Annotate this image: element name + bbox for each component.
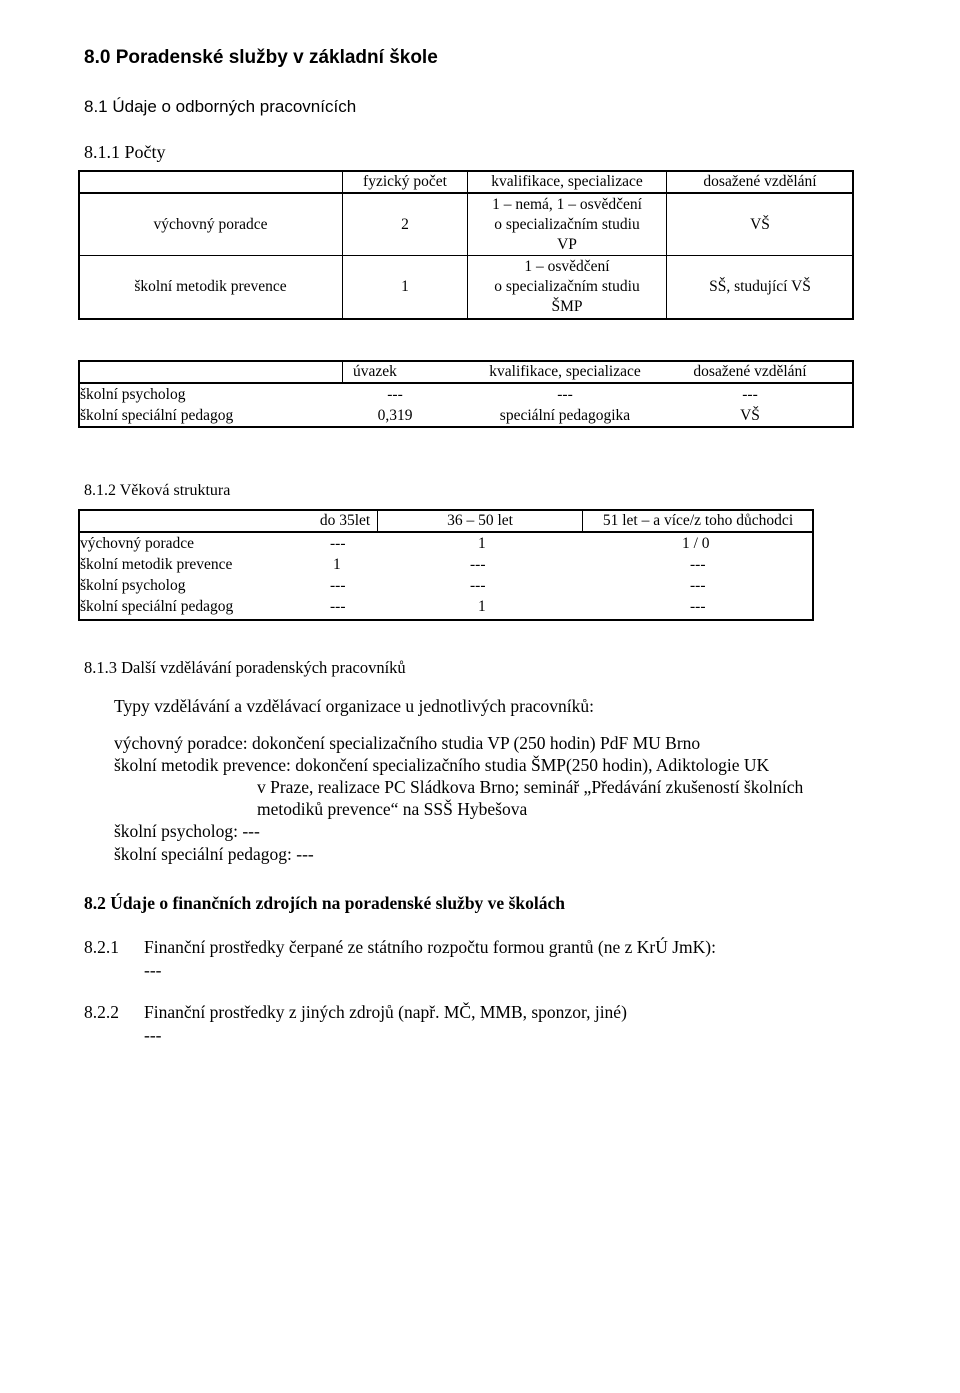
page-title: 8.0 Poradenské služby v základní škole (84, 47, 438, 68)
table-cell: --- (387, 386, 403, 403)
table-cell: --- (330, 535, 346, 552)
table-cell: SŠ, studující VŠ (709, 278, 811, 295)
section-number-8-2-1: 8.2.1 (84, 937, 119, 957)
table-cell: --- (557, 386, 573, 403)
table-cell: 1 (478, 598, 486, 615)
table-cell: --- (690, 577, 706, 594)
table-header: dosažené vzdělání (703, 173, 817, 190)
table-header: kvalifikace, specializace (489, 363, 641, 380)
education-line: školní speciální pedagog: --- (114, 844, 314, 864)
table-header: 51 let – a více/z toho důchodci (602, 512, 794, 529)
table-header: úvazek (353, 363, 397, 380)
table-cell: --- (742, 386, 758, 403)
section-number-8-2-2: 8.2.2 (84, 1002, 119, 1022)
table-header: kvalifikace, specializace (491, 173, 643, 190)
table-header: 36 – 50 let (447, 512, 513, 529)
table-header: fyzický počet (363, 173, 447, 190)
table-cell: --- (690, 598, 706, 615)
table-cell: školní metodik prevence (80, 556, 233, 573)
table-cell: 1 – nemá, 1 – osvědčení (492, 196, 642, 213)
table-cell: 0,319 (377, 407, 413, 424)
table-cell: o specializačním studiu (494, 278, 640, 295)
table-cell: --- (330, 577, 346, 594)
education-intro: Typy vzdělávání a vzdělávací organizace u jednotlivých pracovníků: (114, 696, 594, 716)
table-cell: 1 (401, 278, 409, 295)
section-heading-8-1-3: 8.1.3 Další vzdělávání poradenských pracovníků (84, 658, 406, 677)
section-text-8-2-1: Finanční prostředky čerpané ze státního rozpočtu formou grantů (ne z KrÚ JmK): (144, 937, 716, 957)
table-cell: 1 (478, 535, 486, 552)
section-heading-8-1-1: 8.1.1 Počty (84, 142, 166, 162)
table-cell: VŠ (740, 407, 760, 424)
section-heading-8-1-2: 8.1.2 Věková struktura (84, 482, 231, 499)
education-line: v Praze, realizace PC Sládkova Brno; seminář „Předávání zkušeností školních (257, 777, 804, 797)
education-line: školní metodik prevence: dokončení specializačního studia ŠMP(250 hodin), Adiktologie UK (114, 755, 770, 775)
table-cell: --- (690, 556, 706, 573)
table-cell: výchovný poradce (80, 535, 195, 552)
table-cell: 2 (401, 216, 409, 233)
table-cell: školní speciální pedagog (80, 598, 234, 615)
table-cell: ŠMP (551, 298, 583, 315)
table-cell: o specializačním studiu (494, 216, 640, 233)
table-cell: --- (470, 556, 486, 573)
table-cell: 1 / 0 (682, 535, 710, 552)
table-cell: VŠ (750, 216, 770, 233)
section-text-8-2-2: Finanční prostředky z jiných zdrojů (např. MČ, MMB, sponzor, jiné) (144, 1002, 627, 1022)
section-value-8-2-2: --- (144, 1025, 162, 1045)
table-cell: výchovný poradce (153, 216, 268, 233)
education-line: metodiků prevence“ na SSŠ Hybešova (257, 799, 528, 819)
table-cell: školní speciální pedagog (80, 407, 234, 424)
table-header: dosažené vzdělání (693, 363, 807, 380)
table-cell: --- (470, 577, 486, 594)
table-cell: speciální pedagogika (499, 407, 631, 424)
section-value-8-2-1: --- (144, 960, 162, 980)
table-cell: --- (330, 598, 346, 615)
section-heading-8-2: 8.2 Údaje o finančních zdrojích na poradenské služby ve školách (84, 893, 565, 913)
section-heading-8-1: 8.1 Údaje o odborných pracovnících (84, 97, 357, 116)
table-cell: školní psycholog (80, 386, 186, 403)
table-cell: školní metodik prevence (134, 278, 287, 295)
table-cell: VP (557, 236, 577, 253)
table-cell: 1 – osvědčení (524, 258, 610, 275)
table-cell: 1 (333, 556, 341, 573)
education-line: výchovný poradce: dokončení specializačního studia VP (250 hodin) PdF MU Brno (114, 733, 701, 753)
education-line: školní psycholog: --- (114, 821, 260, 841)
table-header: do 35let (319, 512, 371, 529)
table-cell: školní psycholog (80, 577, 186, 594)
